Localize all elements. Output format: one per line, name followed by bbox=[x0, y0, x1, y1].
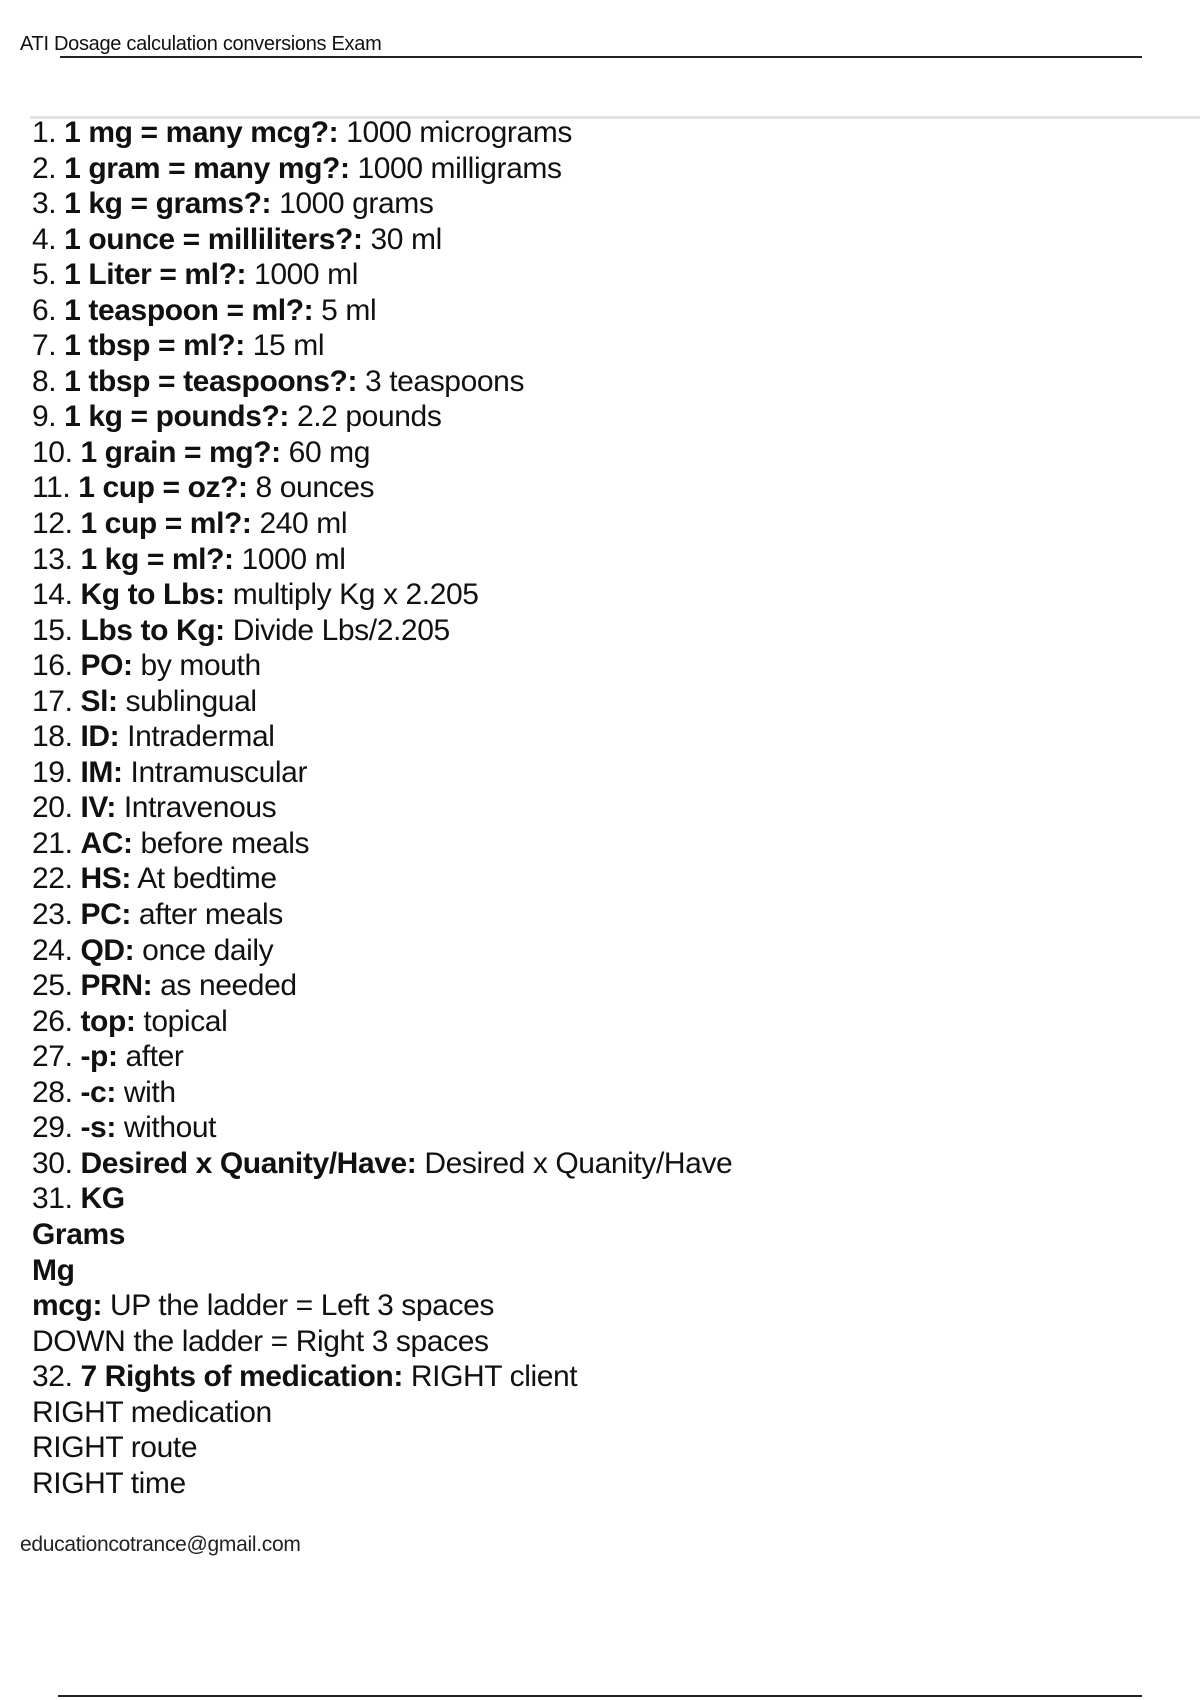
item-definition: RIGHT client bbox=[402, 1360, 578, 1394]
list-item bbox=[32, 1039, 732, 1075]
item-definition: sublingual bbox=[117, 684, 257, 718]
list-item bbox=[32, 577, 732, 613]
item-definition: after bbox=[117, 1040, 184, 1074]
item-number: 16. bbox=[32, 649, 81, 683]
list-item bbox=[32, 506, 732, 542]
item-term: HS: bbox=[80, 862, 131, 896]
list-item bbox=[32, 151, 732, 187]
item-definition: 5 ml bbox=[313, 293, 377, 327]
item-definition: 60 mg bbox=[280, 435, 371, 469]
item-definition: 30 ml bbox=[362, 222, 442, 256]
list-item bbox=[32, 1430, 732, 1466]
item-number: 17. bbox=[32, 684, 81, 718]
list-item bbox=[32, 1075, 732, 1111]
list-item bbox=[32, 435, 732, 471]
item-definition: with bbox=[115, 1075, 176, 1109]
item-number: 7. bbox=[32, 329, 65, 363]
list-item bbox=[32, 1146, 732, 1182]
item-term: Sl: bbox=[80, 684, 118, 718]
footer-email: educationcotrance@gmail.com bbox=[20, 1533, 301, 1556]
item-number: 28. bbox=[32, 1075, 81, 1109]
item-number: 4. bbox=[32, 222, 65, 256]
item-term: Grams bbox=[32, 1217, 126, 1251]
list-item bbox=[32, 790, 732, 826]
flashcard-list bbox=[32, 115, 732, 1501]
item-term: IV: bbox=[80, 791, 116, 825]
item-term: 1 gram = many mg?: bbox=[64, 151, 350, 185]
item-number: 11. bbox=[32, 471, 79, 505]
list-item bbox=[32, 115, 732, 151]
item-number: 6. bbox=[32, 293, 65, 327]
list-item bbox=[32, 933, 732, 969]
item-definition: 3 teaspoons bbox=[357, 364, 525, 398]
item-definition: topical bbox=[135, 1004, 228, 1038]
item-term: KG bbox=[80, 1182, 125, 1216]
document-header-title: ATI Dosage calculation conversions Exam bbox=[20, 33, 382, 55]
item-number: 15. bbox=[32, 613, 81, 647]
item-term: IM: bbox=[80, 755, 123, 789]
item-number: 29. bbox=[32, 1111, 81, 1145]
item-term: Kg to Lbs: bbox=[80, 578, 225, 612]
item-definition: 2.2 pounds bbox=[289, 400, 442, 434]
item-number: 24. bbox=[32, 933, 81, 967]
item-term: -s: bbox=[80, 1111, 116, 1145]
item-term: PRN: bbox=[80, 969, 153, 1003]
item-term: AC: bbox=[80, 826, 133, 860]
list-item bbox=[32, 1359, 732, 1395]
list-item bbox=[32, 542, 732, 578]
list-item bbox=[32, 755, 732, 791]
list-item bbox=[32, 257, 732, 293]
list-item bbox=[32, 826, 732, 862]
list-item bbox=[32, 1181, 732, 1217]
item-number: 32. bbox=[32, 1360, 81, 1394]
item-definition: At bedtime bbox=[130, 862, 277, 896]
list-item bbox=[32, 1110, 732, 1146]
item-definition: once daily bbox=[134, 933, 274, 967]
item-number: 1. bbox=[32, 116, 65, 149]
item-number: 20. bbox=[32, 791, 81, 825]
item-definition: 1000 ml bbox=[246, 258, 358, 292]
item-number: 22. bbox=[32, 862, 81, 896]
item-definition: Desired x Quanity/Have bbox=[416, 1146, 733, 1180]
list-item bbox=[32, 1217, 732, 1253]
item-term: 1 tbsp = teaspoons?: bbox=[64, 364, 358, 398]
item-definition: RIGHT route bbox=[32, 1431, 198, 1465]
item-number: 10. bbox=[32, 435, 81, 469]
item-term: 1 teaspoon = ml?: bbox=[64, 293, 314, 327]
item-term: 1 kg = ml?: bbox=[80, 542, 234, 576]
item-number: 21. bbox=[32, 826, 81, 860]
item-definition: by mouth bbox=[132, 649, 261, 683]
item-definition: Intravenous bbox=[115, 791, 277, 825]
list-item bbox=[32, 1004, 732, 1040]
item-term: QD: bbox=[80, 933, 135, 967]
list-item bbox=[32, 470, 732, 506]
item-number: 2. bbox=[32, 151, 65, 185]
item-term: top: bbox=[80, 1004, 136, 1038]
item-number: 27. bbox=[32, 1040, 81, 1074]
item-definition: without bbox=[115, 1111, 217, 1145]
list-item bbox=[32, 968, 732, 1004]
item-term: 1 grain = mg?: bbox=[80, 435, 281, 469]
item-term: 1 ounce = milliliters?: bbox=[64, 222, 363, 256]
item-number: 12. bbox=[32, 507, 81, 541]
item-term: ID: bbox=[80, 720, 120, 754]
item-term: Mg bbox=[32, 1253, 75, 1287]
item-definition: RIGHT time bbox=[32, 1466, 186, 1500]
list-item bbox=[32, 1253, 732, 1289]
footer-rule bbox=[58, 1695, 1142, 1697]
list-item bbox=[32, 364, 732, 400]
list-item bbox=[32, 222, 732, 258]
list-item bbox=[32, 648, 732, 684]
item-term: 1 cup = oz?: bbox=[78, 471, 248, 505]
item-number: 30. bbox=[32, 1146, 81, 1180]
item-number: 13. bbox=[32, 542, 81, 576]
item-number: 23. bbox=[32, 898, 81, 932]
item-definition: 1000 ml bbox=[233, 542, 346, 576]
item-term: 1 Liter = ml?: bbox=[64, 258, 247, 292]
item-definition: 8 ounces bbox=[247, 471, 375, 505]
item-definition: 15 ml bbox=[244, 329, 325, 363]
item-definition: DOWN the ladder = Right 3 spaces bbox=[32, 1324, 489, 1358]
item-definition: RIGHT medication bbox=[32, 1395, 272, 1429]
list-item bbox=[32, 1288, 732, 1324]
item-term: 1 mg = many mcg?: bbox=[64, 116, 339, 149]
item-number: 8. bbox=[32, 364, 65, 398]
item-definition: multiply Kg x 2.205 bbox=[224, 578, 479, 612]
list-item bbox=[32, 897, 732, 933]
item-definition: UP the ladder = Left 3 spaces bbox=[102, 1289, 494, 1323]
item-term: 1 kg = pounds?: bbox=[64, 400, 290, 434]
item-definition: 1000 micrograms bbox=[338, 116, 572, 149]
item-number: 9. bbox=[32, 400, 65, 434]
item-number: 18. bbox=[32, 720, 81, 754]
item-definition: as needed bbox=[152, 969, 297, 1003]
list-item bbox=[32, 613, 732, 649]
item-term: PO: bbox=[80, 649, 133, 683]
item-definition: Intramuscular bbox=[122, 755, 308, 789]
item-number: 31. bbox=[32, 1182, 81, 1216]
item-term: Lbs to Kg: bbox=[80, 613, 225, 647]
list-item bbox=[32, 684, 732, 720]
item-definition: 240 ml bbox=[251, 507, 348, 541]
item-definition: Divide Lbs/2.205 bbox=[224, 613, 450, 647]
item-definition: 1000 grams bbox=[271, 187, 434, 221]
item-number: 19. bbox=[32, 755, 81, 789]
item-term: 1 kg = grams?: bbox=[64, 187, 272, 221]
header-rule bbox=[60, 56, 1142, 58]
item-definition: 1000 milligrams bbox=[349, 151, 562, 185]
item-term: -c: bbox=[80, 1075, 116, 1109]
list-item bbox=[32, 186, 732, 222]
item-number: 25. bbox=[32, 969, 81, 1003]
item-definition: before meals bbox=[132, 826, 310, 860]
item-definition: Intradermal bbox=[119, 720, 275, 754]
item-definition: after meals bbox=[130, 898, 283, 932]
item-number: 5. bbox=[32, 258, 65, 292]
item-term: 1 tbsp = ml?: bbox=[64, 329, 245, 363]
list-item bbox=[32, 1395, 732, 1431]
item-number: 14. bbox=[32, 578, 81, 612]
list-item bbox=[32, 861, 732, 897]
list-item bbox=[32, 328, 732, 364]
item-term: Desired x Quanity/Have: bbox=[80, 1146, 417, 1180]
item-term: mcg: bbox=[32, 1289, 103, 1323]
item-term: -p: bbox=[80, 1040, 118, 1074]
list-item bbox=[32, 293, 732, 329]
item-term: PC: bbox=[80, 898, 131, 932]
list-item bbox=[32, 1324, 732, 1360]
item-number: 3. bbox=[32, 187, 65, 221]
list-item bbox=[32, 1466, 732, 1502]
list-item bbox=[32, 399, 732, 435]
item-term: 7 Rights of medication: bbox=[80, 1360, 403, 1394]
item-number: 26. bbox=[32, 1004, 81, 1038]
item-term: 1 cup = ml?: bbox=[80, 507, 252, 541]
list-item bbox=[32, 719, 732, 755]
